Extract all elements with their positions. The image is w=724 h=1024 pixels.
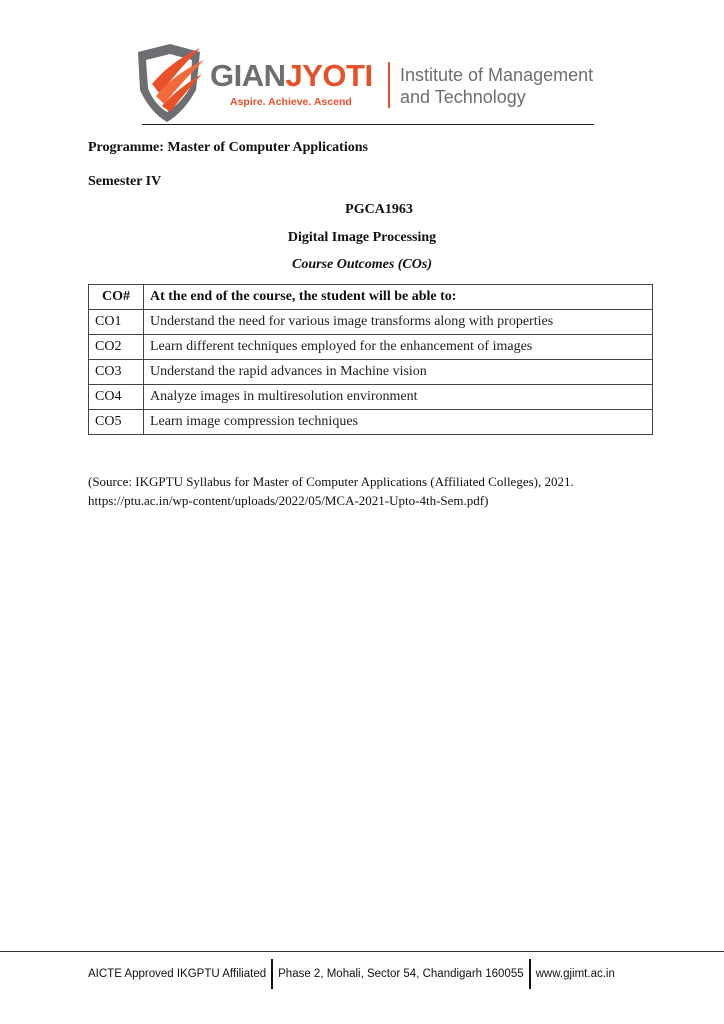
co-id: CO5 xyxy=(89,410,144,435)
table-row xyxy=(89,335,653,360)
footer-divider xyxy=(271,959,273,989)
semester-label: Semester IV xyxy=(88,174,162,189)
header-co-number: CO# xyxy=(89,285,144,310)
co-text: Understand the rapid advances in Machine vision xyxy=(144,360,653,385)
outcomes-heading: Course Outcomes (COs) xyxy=(291,257,432,272)
course-code-text: PGCA1963 xyxy=(345,202,413,217)
co-text: Learn different techniques employed for the enhancement of images xyxy=(144,335,653,360)
footer-rule xyxy=(0,951,724,952)
co-text: Learn image compression techniques xyxy=(144,410,653,435)
co-id: CO4 xyxy=(89,385,144,410)
header-rule xyxy=(142,124,594,125)
table-header-row xyxy=(89,285,653,310)
source-url[interactable]: https://ptu.ac.in/wp-content/uploads/2022/05/MCA-2021-Upto-4th-Sem.pdf) xyxy=(88,493,489,508)
brand-name xyxy=(210,60,373,91)
table-row xyxy=(89,385,653,410)
table-row xyxy=(89,410,653,435)
tagline: Aspire. Achieve. Ascend xyxy=(230,96,352,108)
table-row xyxy=(89,310,653,335)
co-id: CO2 xyxy=(89,335,144,360)
footer xyxy=(88,958,615,990)
co-id: CO1 xyxy=(89,310,144,335)
co-text: Analyze images in multiresolution environment xyxy=(144,385,653,410)
course-title: Digital Image Processing xyxy=(287,230,437,245)
shield-logo-icon xyxy=(134,44,204,122)
source-citation xyxy=(88,472,635,510)
brand-gian: GIAN xyxy=(210,58,286,93)
header xyxy=(130,44,600,128)
institute-line-1: Institute of Management xyxy=(400,65,594,85)
institute-line-2: and Technology xyxy=(400,87,526,107)
course-code xyxy=(0,202,724,218)
source-line-1: (Source: IKGPTU Syllabus for Master of Computer Applications (Affiliated Colleges), 2021. xyxy=(88,474,574,489)
institute-name xyxy=(400,64,593,108)
footer-divider xyxy=(529,959,531,989)
co-text: Understand the need for various image transforms along with properties xyxy=(144,310,653,335)
table-row xyxy=(89,360,653,385)
programme-label: Programme: Master of Computer Applications xyxy=(88,140,368,155)
header-divider xyxy=(388,62,390,108)
header-outcome: At the end of the course, the student will be able to: xyxy=(144,285,653,310)
footer-website-link[interactable]: www.gjimt.ac.in xyxy=(535,968,615,980)
brand-jyoti: JYOTI xyxy=(285,58,373,93)
footer-address: Phase 2, Mohali, Sector 54, Chandigarh 160055 xyxy=(278,968,524,980)
co-id: CO3 xyxy=(89,360,144,385)
course-outcomes-table xyxy=(88,284,653,435)
footer-affiliation: AICTE Approved IKGPTU Affiliated xyxy=(88,968,267,980)
